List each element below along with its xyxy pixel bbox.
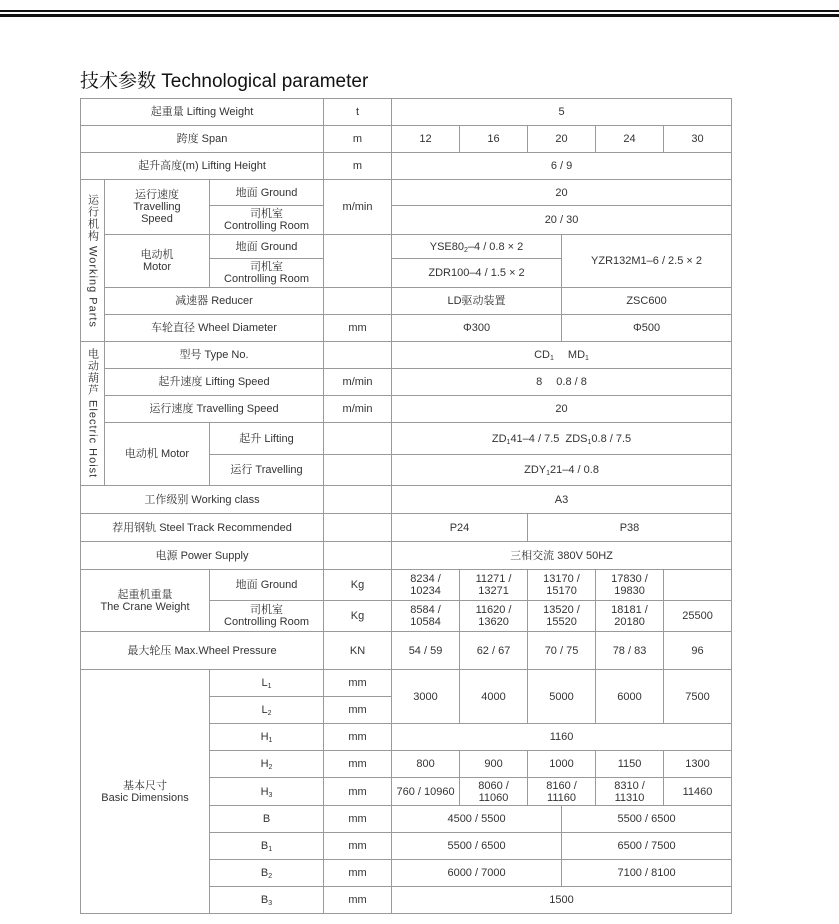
dim-b2-symbol bbox=[210, 860, 324, 887]
reducer-unit bbox=[324, 288, 392, 315]
row-eh-motor-lifting bbox=[81, 423, 732, 455]
span-value: 16 bbox=[460, 126, 528, 153]
row-max-wheel-pressure bbox=[81, 632, 732, 670]
h3-line1: 8060 / bbox=[478, 779, 509, 792]
sym-sub: 3 bbox=[268, 791, 273, 799]
row-eh-lifting-speed bbox=[81, 369, 732, 396]
eh-lifting-speed-value bbox=[392, 369, 732, 396]
dim-h3-unit: mm bbox=[324, 778, 392, 806]
dim-h3-value bbox=[460, 778, 528, 806]
dim-b-value: 5500 / 6500 bbox=[562, 806, 732, 833]
cw-line1: 11271 / bbox=[475, 573, 512, 585]
room-en: Controlling Room bbox=[224, 273, 309, 285]
crane-weight-room-value bbox=[596, 601, 664, 632]
wp-motor-large-value: YZR132M1–6 / 2.5 × 2 bbox=[562, 235, 732, 288]
crane-weight-room-value bbox=[528, 601, 596, 632]
dim-h3-value: 11460 bbox=[664, 778, 732, 806]
cw-line1: 13170 / bbox=[543, 573, 580, 585]
eh-motor-travelling-label: 运行 Travelling bbox=[210, 455, 324, 486]
room-cn: 司机室 bbox=[250, 261, 283, 273]
dim-h3-symbol bbox=[210, 778, 324, 806]
working-class-value: A3 bbox=[392, 486, 732, 514]
lifting-weight-unit: t bbox=[324, 99, 392, 126]
dim-l2-unit: mm bbox=[324, 697, 392, 724]
ground-en: Ground bbox=[260, 240, 298, 253]
row-crane-weight-ground bbox=[81, 570, 732, 601]
row-reducer bbox=[81, 288, 732, 315]
sym: L bbox=[261, 677, 268, 689]
sym-sub: 2 bbox=[268, 873, 273, 880]
wp-motor-ground-label bbox=[210, 235, 324, 259]
power-supply-label: 电源 Power Supply bbox=[81, 542, 324, 570]
wheel-diameter-unit: mm bbox=[324, 315, 392, 342]
dim-h3-value: 760 / 10960 bbox=[392, 778, 460, 806]
wp-motor-label bbox=[105, 235, 210, 288]
span-value: 20 bbox=[528, 126, 596, 153]
page-title: 技术参数 Technological parameter bbox=[80, 71, 369, 92]
electric-hoist-group bbox=[81, 342, 105, 486]
travel-motor-a: ZDY bbox=[524, 464, 547, 476]
lift-motor-a: ZD bbox=[491, 432, 507, 445]
eh-lifting-speed-unit: m/min bbox=[324, 369, 392, 396]
wp-motor-unit bbox=[324, 235, 392, 288]
span-unit: m bbox=[324, 126, 392, 153]
dim-l-value: 6000 bbox=[596, 670, 664, 724]
cw-line2: 19830 bbox=[614, 585, 645, 597]
h3-line1: 8310 / bbox=[614, 779, 645, 792]
dim-h2-value: 800 bbox=[392, 751, 460, 778]
span-label: 跨度 Span bbox=[81, 126, 324, 153]
eh-travelling-speed-unit: m/min bbox=[324, 396, 392, 423]
lifting-height-unit: m bbox=[324, 153, 392, 180]
sym-sub: 1 bbox=[268, 846, 273, 853]
eh-motor-travelling-value bbox=[392, 455, 732, 486]
row-power-supply bbox=[81, 542, 732, 570]
eh-motor-lifting-value bbox=[392, 423, 732, 455]
crane-weight-room-label bbox=[210, 601, 324, 632]
wheel-diameter-label: 车轮直径 Wheel Diameter bbox=[105, 315, 324, 342]
crane-weight-ground-value bbox=[596, 570, 664, 601]
dim-h3-value bbox=[596, 778, 664, 806]
motor-spec: –4 / 0.8 × 2 bbox=[467, 240, 524, 253]
dim-b2-value: 6000 / 7000 bbox=[392, 860, 562, 887]
sym-sub: 2 bbox=[268, 764, 273, 771]
eh-motor-lifting-unit bbox=[324, 423, 392, 455]
dim-h2-value: 1150 bbox=[596, 751, 664, 778]
dim-l1-unit: mm bbox=[324, 670, 392, 697]
lifting-weight-label: 起重量 Lifting Weight bbox=[81, 99, 324, 126]
dim-h2-value: 1000 bbox=[528, 751, 596, 778]
wp-travel-speed-unit: m/min bbox=[324, 180, 392, 235]
cw-line1: 13520 / bbox=[543, 604, 580, 616]
cw-line2: 13620 bbox=[478, 616, 509, 628]
dim-h1-unit: mm bbox=[324, 724, 392, 751]
lifting-height-label: 起升高度(m) Lifting Height bbox=[81, 153, 324, 180]
working-parts-label: 运行机构 Working Parts bbox=[86, 193, 99, 328]
basic-dimensions-en: Basic Dimensions bbox=[101, 791, 189, 804]
eh-motor-travelling-unit bbox=[324, 455, 392, 486]
cw-line2: 20180 bbox=[614, 616, 645, 628]
h3-line2: 11060 bbox=[478, 791, 509, 804]
dim-h3-value bbox=[528, 778, 596, 806]
wp-motor-room-value: ZDR100–4 / 1.5 × 2 bbox=[392, 259, 562, 288]
dim-b-unit: mm bbox=[324, 806, 392, 833]
sym: L bbox=[261, 704, 268, 716]
crane-weight-ground-value bbox=[460, 570, 528, 601]
wp-travel-room-value: 20 / 30 bbox=[392, 206, 732, 235]
header-rule-thin bbox=[0, 10, 839, 12]
power-supply-unit bbox=[324, 542, 392, 570]
sym: B bbox=[260, 867, 269, 879]
room-cn: 司机室 bbox=[250, 604, 283, 616]
reducer-value: ZSC600 bbox=[562, 288, 732, 315]
working-class-label: 工作级别 Working class bbox=[81, 486, 324, 514]
wp-motor-en: Motor bbox=[142, 261, 172, 273]
type-md-sub: 1 bbox=[585, 355, 589, 362]
sym: H bbox=[260, 758, 269, 770]
ground-cn: 地面 bbox=[235, 186, 258, 199]
max-wheel-pressure-value: 70 / 75 bbox=[528, 632, 596, 670]
max-wheel-pressure-label: 最大轮压 Max.Wheel Pressure bbox=[81, 632, 324, 670]
h3-line2: 11160 bbox=[547, 791, 576, 804]
cw-line1: 11620 / bbox=[475, 604, 512, 616]
steel-track-label: 荐用钢轨 Steel Track Recommended bbox=[81, 514, 324, 542]
dim-b1-value: 5500 / 6500 bbox=[392, 833, 562, 860]
dim-b3-symbol bbox=[210, 887, 324, 914]
lifting-weight-value: 5 bbox=[392, 99, 732, 126]
wp-travel-ground-value: 20 bbox=[392, 180, 732, 206]
crane-weight-ground-value bbox=[392, 570, 460, 601]
wp-travel-speed-en1: Travelling bbox=[133, 201, 181, 213]
cw-line2: 10584 bbox=[410, 616, 441, 628]
cw-line1: 18181 / bbox=[611, 604, 648, 616]
lifting-speed-v1: 8 bbox=[536, 376, 543, 388]
spec-table bbox=[80, 98, 732, 914]
dim-l-value: 7500 bbox=[664, 670, 732, 724]
travel-motor-a-sub: 1 bbox=[546, 470, 550, 477]
sym: B bbox=[262, 813, 271, 825]
crane-weight-cn: 起重机重量 bbox=[117, 588, 173, 601]
basic-dimensions-label bbox=[81, 670, 210, 914]
dim-h2-value: 900 bbox=[460, 751, 528, 778]
sym-sub: 1 bbox=[268, 737, 273, 744]
crane-weight-room-unit: Kg bbox=[324, 601, 392, 632]
cw-line2: 10234 bbox=[410, 585, 441, 597]
crane-weight-ground-unit: Kg bbox=[324, 570, 392, 601]
h3-line1: 8160 / bbox=[546, 779, 577, 792]
dim-b3-value: 1500 bbox=[392, 887, 732, 914]
room-en: Controlling Room bbox=[224, 616, 309, 628]
wp-travel-speed-label bbox=[105, 180, 210, 235]
eh-travelling-speed-value: 20 bbox=[392, 396, 732, 423]
eh-type-label: 型号 Type No. bbox=[105, 342, 324, 369]
ground-cn: 地面 bbox=[235, 240, 258, 253]
sym: B bbox=[260, 840, 269, 852]
working-parts-group bbox=[81, 180, 105, 342]
type-cd: CD bbox=[534, 349, 550, 361]
dim-b1-symbol bbox=[210, 833, 324, 860]
steel-track-value: P38 bbox=[528, 514, 732, 542]
sym: H bbox=[260, 731, 269, 743]
dim-l-value: 3000 bbox=[392, 670, 460, 724]
eh-lifting-speed-label: 起升速度 Lifting Speed bbox=[105, 369, 324, 396]
dim-l-value: 5000 bbox=[528, 670, 596, 724]
basic-dimensions-cn: 基本尺寸 bbox=[123, 779, 167, 792]
max-wheel-pressure-value: 96 bbox=[664, 632, 732, 670]
sym-sub: 3 bbox=[268, 900, 273, 907]
lift-motor-b: 41–4 / 7.5 bbox=[510, 432, 560, 445]
wheel-diameter-value: Φ500 bbox=[562, 315, 732, 342]
sym: H bbox=[260, 785, 269, 798]
lift-motor-c-sub: 1 bbox=[587, 438, 592, 446]
sym-sub: 1 bbox=[267, 683, 272, 690]
max-wheel-pressure-unit: KN bbox=[324, 632, 392, 670]
electric-hoist-label: 电动葫芦 Electric Hoist bbox=[86, 348, 99, 479]
row-lifting-height bbox=[81, 153, 732, 180]
crane-weight-ground-value bbox=[528, 570, 596, 601]
type-cd-sub: 1 bbox=[550, 355, 554, 362]
sym: B bbox=[260, 894, 269, 906]
dim-b2-value: 7100 / 8100 bbox=[562, 860, 732, 887]
cw-line1: 8584 / bbox=[410, 604, 441, 616]
dim-b1-value: 6500 / 7500 bbox=[562, 833, 732, 860]
header-rule-thick bbox=[0, 14, 839, 17]
row-wp-motor-ground bbox=[81, 235, 732, 259]
eh-type-unit bbox=[324, 342, 392, 369]
travel-motor-b: 21–4 / 0.8 bbox=[550, 464, 599, 476]
cw-line2: 15520 bbox=[546, 616, 577, 628]
span-value: 12 bbox=[392, 126, 460, 153]
wp-travel-speed-cn: 运行速度 bbox=[135, 189, 179, 201]
ground-en: Ground bbox=[260, 186, 298, 199]
reducer-value: LD驱动装置 bbox=[392, 288, 562, 315]
cw-line2: 13271 bbox=[478, 585, 509, 597]
dim-b2-unit: mm bbox=[324, 860, 392, 887]
crane-weight-ground-label bbox=[210, 570, 324, 601]
wp-travel-room-label bbox=[210, 206, 324, 235]
max-wheel-pressure-value: 62 / 67 bbox=[460, 632, 528, 670]
sym-sub: 2 bbox=[267, 710, 272, 717]
dim-h1-value: 1160 bbox=[392, 724, 732, 751]
dim-b1-unit: mm bbox=[324, 833, 392, 860]
lift-motor-d: 0.8 / 7.5 bbox=[591, 432, 632, 445]
wp-motor-ground-value bbox=[392, 235, 562, 259]
lifting-height-value: 6 / 9 bbox=[392, 153, 732, 180]
eh-travelling-speed-label: 运行速度 Travelling Speed bbox=[105, 396, 324, 423]
type-md: MD bbox=[567, 349, 586, 361]
motor-model: YSE80 bbox=[429, 240, 464, 253]
room-en: Controlling Room bbox=[224, 220, 309, 232]
cw-line2: 15170 bbox=[546, 585, 577, 597]
dim-l1-symbol bbox=[210, 670, 324, 697]
lifting-speed-v2: 0.8 / 8 bbox=[556, 376, 587, 388]
steel-track-unit bbox=[324, 514, 392, 542]
row-working-class bbox=[81, 486, 732, 514]
max-wheel-pressure-value: 78 / 83 bbox=[596, 632, 664, 670]
wp-travel-ground-label bbox=[210, 180, 324, 206]
working-class-unit bbox=[324, 486, 392, 514]
ground-en: Ground bbox=[260, 579, 298, 591]
power-supply-value: 三相交流 380V 50HZ bbox=[392, 542, 732, 570]
row-span bbox=[81, 126, 732, 153]
wheel-diameter-value: Φ300 bbox=[392, 315, 562, 342]
reducer-label: 减速器 Reducer bbox=[105, 288, 324, 315]
lift-motor-c: ZDS bbox=[565, 432, 588, 445]
eh-motor-lifting-label: 起升 Lifting bbox=[210, 423, 324, 455]
wp-motor-cn: 电动机 bbox=[140, 249, 174, 261]
crane-weight-label bbox=[81, 570, 210, 632]
dim-l2-symbol bbox=[210, 697, 324, 724]
row-wp-travel-ground bbox=[81, 180, 732, 206]
dim-l-value: 4000 bbox=[460, 670, 528, 724]
span-value: 30 bbox=[664, 126, 732, 153]
span-value: 24 bbox=[596, 126, 664, 153]
row-eh-travelling-speed bbox=[81, 396, 732, 423]
crane-weight-en: The Crane Weight bbox=[100, 600, 190, 613]
motor-model-sub: 2 bbox=[464, 246, 468, 254]
eh-type-value bbox=[392, 342, 732, 369]
max-wheel-pressure-value: 54 / 59 bbox=[392, 632, 460, 670]
row-steel-track bbox=[81, 514, 732, 542]
h3-line2: 11310 bbox=[614, 791, 645, 804]
crane-weight-ground-value bbox=[664, 570, 732, 601]
crane-weight-room-value bbox=[460, 601, 528, 632]
dim-h1-symbol bbox=[210, 724, 324, 751]
dim-h2-symbol bbox=[210, 751, 324, 778]
row-lifting-weight bbox=[81, 99, 732, 126]
steel-track-value: P24 bbox=[392, 514, 528, 542]
row-eh-type bbox=[81, 342, 732, 369]
dim-h2-unit: mm bbox=[324, 751, 392, 778]
room-cn: 司机室 bbox=[250, 208, 283, 220]
cw-line1: 8234 / bbox=[410, 573, 441, 585]
wp-motor-room-label bbox=[210, 259, 324, 288]
row-dim-l1 bbox=[81, 670, 732, 697]
crane-weight-room-value bbox=[392, 601, 460, 632]
wp-travel-speed-en2: Speed bbox=[141, 213, 173, 225]
crane-weight-room-value: 25500 bbox=[664, 601, 732, 632]
lift-motor-a-sub: 1 bbox=[506, 438, 511, 446]
dim-b-symbol bbox=[210, 806, 324, 833]
cw-line1: 17830 / bbox=[611, 573, 648, 585]
dim-b3-unit: mm bbox=[324, 887, 392, 914]
ground-cn: 地面 bbox=[235, 579, 258, 591]
dim-b-value: 4500 / 5500 bbox=[392, 806, 562, 833]
eh-motor-label: 电动机 Motor bbox=[105, 423, 210, 486]
row-wheel-diameter bbox=[81, 315, 732, 342]
dim-h2-value: 1300 bbox=[664, 751, 732, 778]
